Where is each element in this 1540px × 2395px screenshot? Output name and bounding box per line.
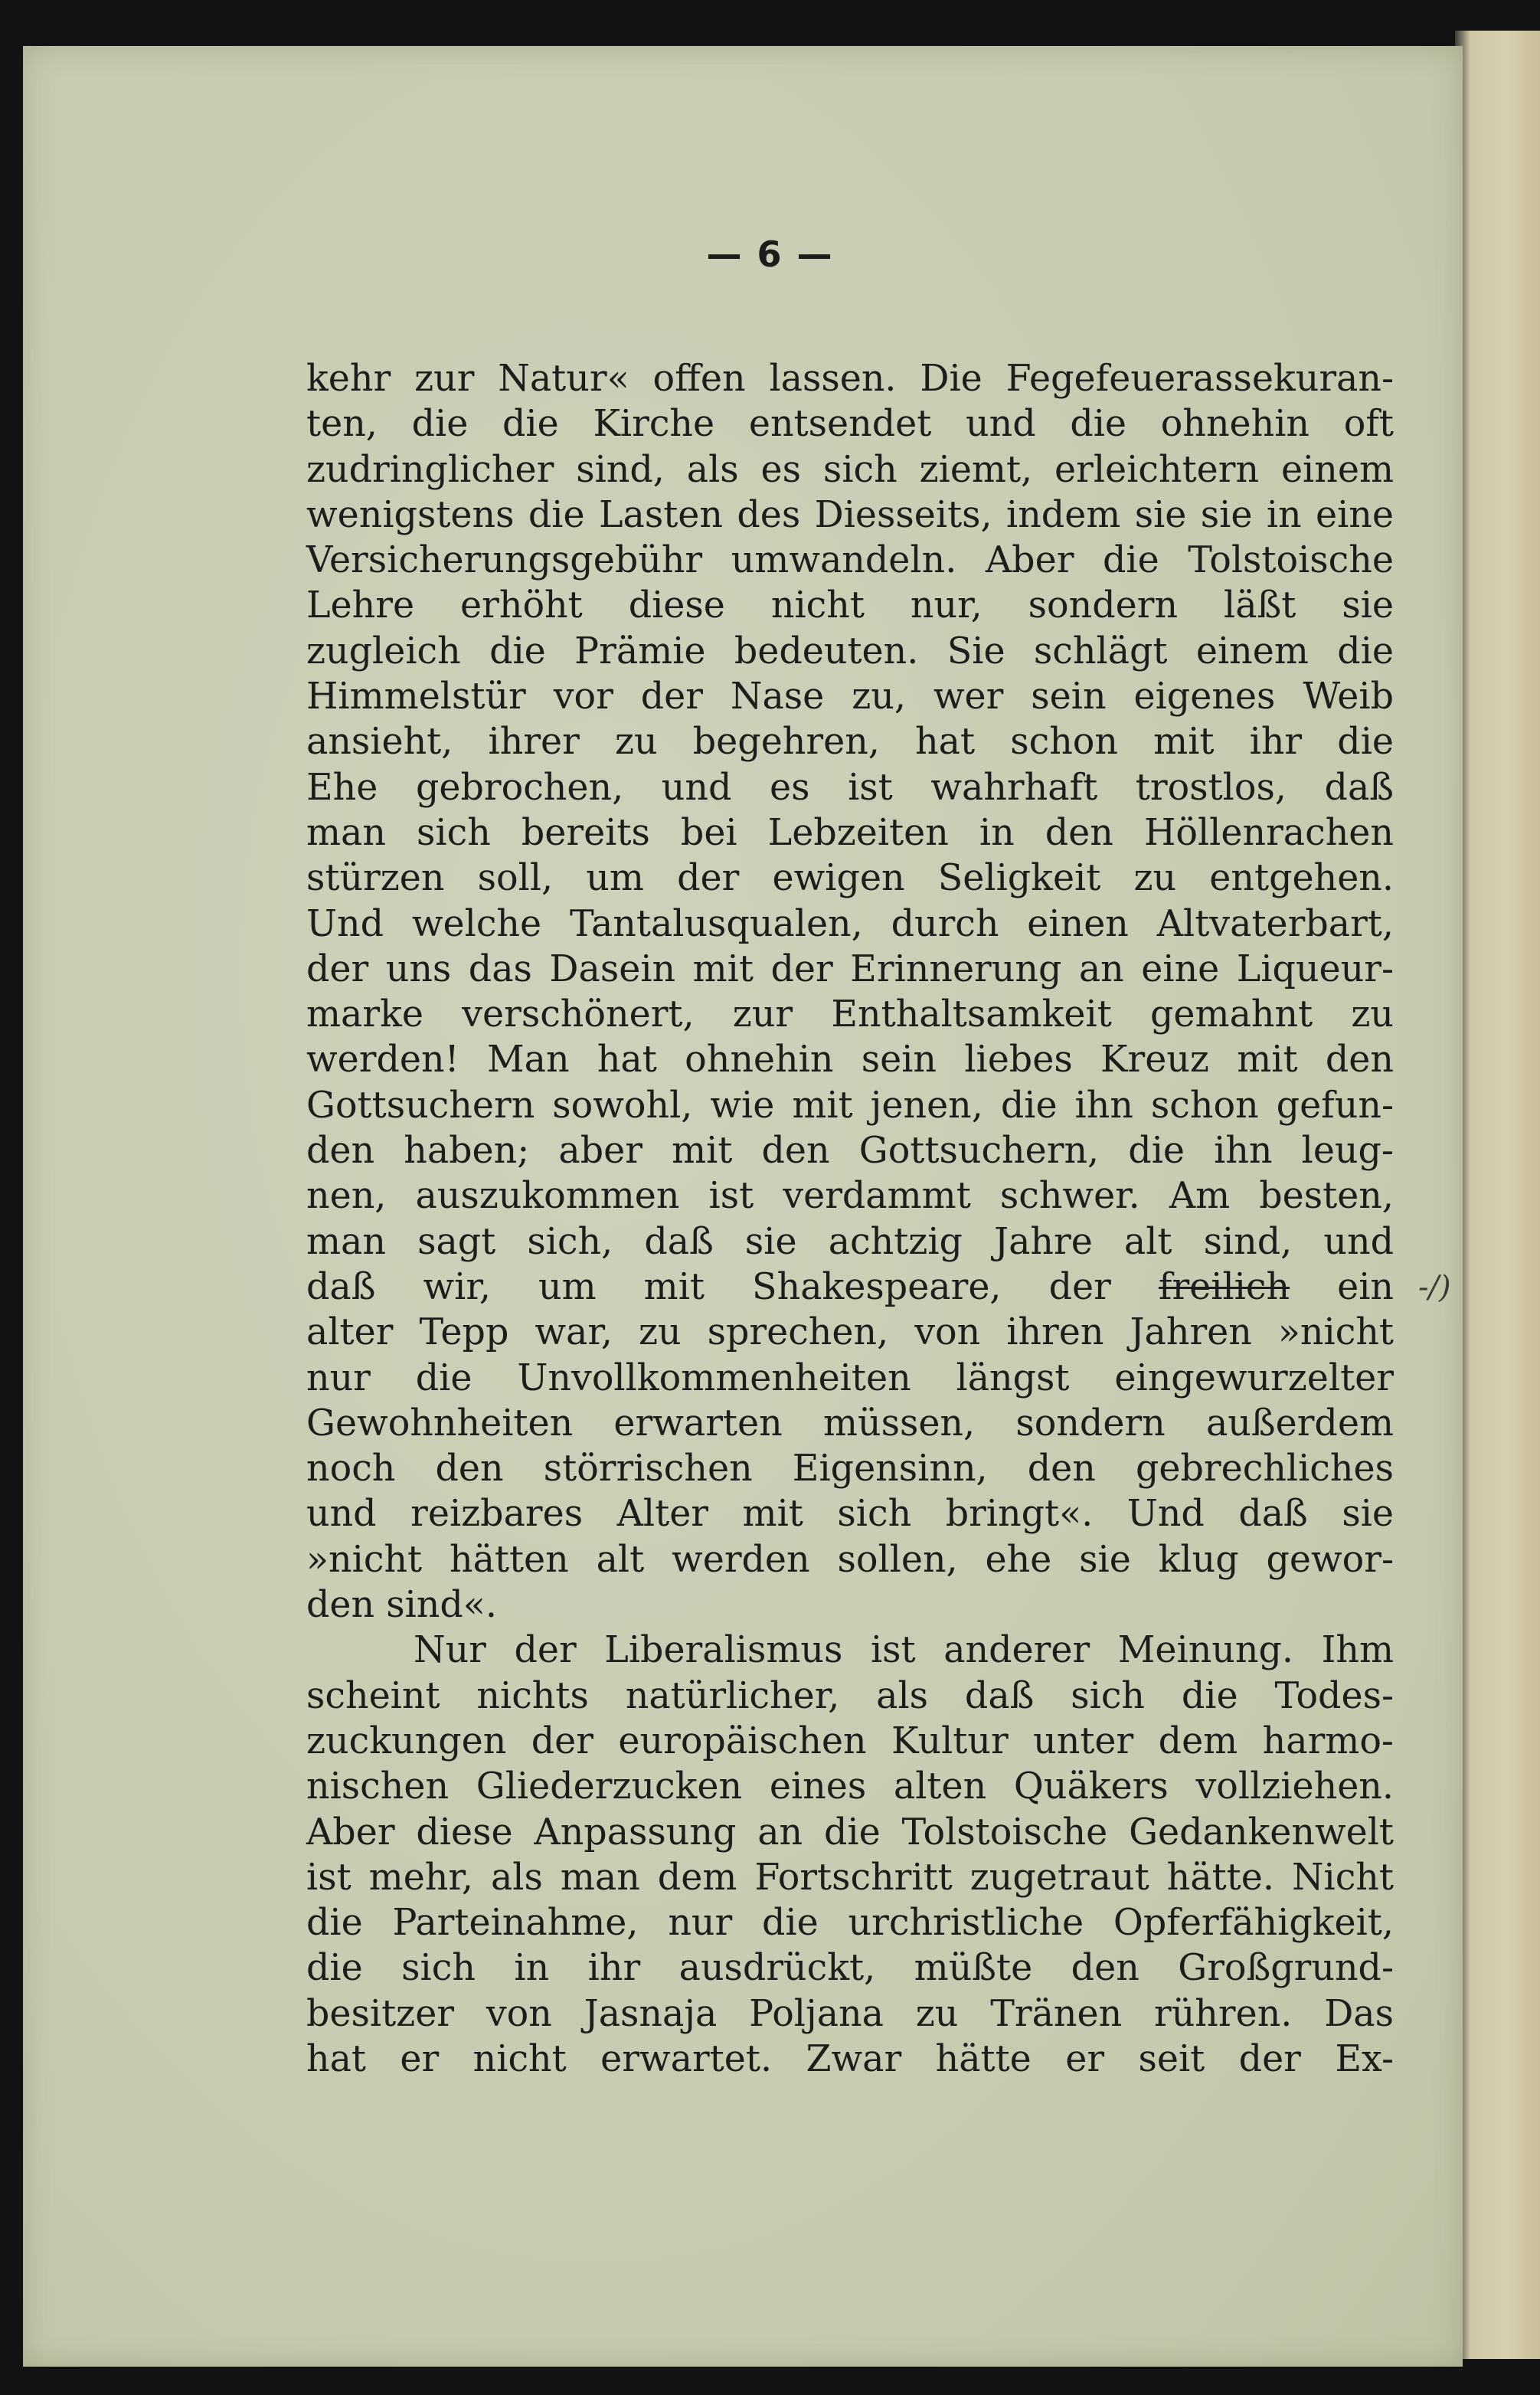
text-line: »nicht hätten alt werden sollen, ehe sie klug gewor-	[306, 1538, 1394, 1581]
text-line: Gewohnheiten erwarten müssen, sondern außerdem	[306, 1402, 1394, 1445]
text-line: stürzen soll, um der ewigen Seligkeit zu entgehen.	[306, 857, 1394, 900]
text-line: marke verschönert, zur Enthaltsamkeit gemahnt zu	[306, 993, 1394, 1036]
text-line: und reizbares Alter mit sich bringt«. Und daß sie	[306, 1493, 1394, 1536]
text-line-paragraph-start: Nur der Liberalismus ist anderer Meinung. Ihm	[414, 1629, 1394, 1672]
text-line: Gottsuchern sowohl, wie mit jenen, die ihn schon gefun-	[306, 1084, 1394, 1127]
text-line: besitzer von Jasnaja Poljana zu Tränen rühren. Das	[306, 1992, 1394, 2035]
text-line: Himmelstür vor der Nase zu, wer sein eigenes Weib	[306, 676, 1394, 718]
text-line: scheint nichts natürlicher, als daß sich die Todes-	[306, 1674, 1394, 1717]
text-line: Ehe gebrochen, und es ist wahrhaft trostlos, daß	[306, 766, 1394, 809]
body-text	[306, 356, 1394, 2082]
text-line: alter Tepp war, zu sprechen, von ihren Jahren »nicht	[306, 1311, 1394, 1354]
text-line: zuckungen der europäischen Kultur unter dem harmo-	[306, 1719, 1394, 1762]
handwritten-margin-note: -/)	[1418, 1270, 1451, 1305]
text-line: zudringlicher sind, als es sich ziemt, erleichtern einem	[306, 448, 1394, 491]
text-line: wenigstens die Lasten des Diesseits, indem sie sie in eine	[306, 493, 1394, 536]
text-line: nen, auszukommen ist verdammt schwer. Am besten,	[306, 1175, 1394, 1218]
text-line: den haben; aber mit den Gottsuchern, die ihn leug-	[306, 1130, 1394, 1173]
text-line: man sich bereits bei Lebzeiten in den Höllenrachen	[306, 811, 1394, 854]
text-line: ansieht, ihrer zu begehren, hat schon mit ihr die	[306, 721, 1394, 764]
text-line-struck-word: daß wir, um mit Shakespeare, der freilich ein	[306, 1265, 1394, 1308]
text-line: zugleich die Prämie bedeuten. Sie schlägt einem die	[306, 630, 1394, 672]
text-line-paragraph-end: den sind«.	[306, 1584, 497, 1627]
page-number: — 6 —	[706, 234, 834, 275]
text-line: Und welche Tantalusqualen, durch einen Altvaterbart,	[306, 902, 1394, 945]
text-line: die sich in ihr ausdrückt, müßte den Großgrund-	[306, 1947, 1394, 1990]
text-line: nur die Unvollkommenheiten längst eingewurzelter	[306, 1356, 1394, 1399]
text-line: der uns das Dasein mit der Erinnerung an eine Liqueur-	[306, 947, 1394, 990]
text-line: hat er nicht erwartet. Zwar hätte er seit der Ex-	[306, 2037, 1394, 2080]
adjacent-page-edge	[1455, 31, 1540, 2359]
text-line: Aber diese Anpassung an die Tolstoische Gedankenwelt	[306, 1811, 1394, 1854]
text-line: die Parteinahme, nur die urchristliche Opferfähigkeit,	[306, 1902, 1394, 1945]
text-line: kehr zur Natur« offen lassen. Die Fegefeuerassekuran-	[306, 358, 1394, 400]
text-line: ten, die die Kirche entsendet und die ohnehin oft	[306, 403, 1394, 446]
text-line: werden! Man hat ohnehin sein liebes Kreuz mit den	[306, 1039, 1394, 1081]
text-line: Lehre erhöht diese nicht nur, sondern läßt sie	[306, 584, 1394, 627]
text-line: man sagt sich, daß sie achtzig Jahre alt sind, und	[306, 1220, 1394, 1263]
text-line: noch den störrischen Eigensinn, den gebrechliches	[306, 1448, 1394, 1490]
struck-word: freilich	[1158, 1265, 1290, 1308]
text-line: Versicherungsgebühr umwandeln. Aber die Tolstoische	[306, 539, 1394, 582]
text-line: nischen Gliederzucken eines alten Quäkers vollziehen.	[306, 1765, 1394, 1808]
text-line: ist mehr, als man dem Fortschritt zugetraut hätte. Nicht	[306, 1856, 1394, 1899]
